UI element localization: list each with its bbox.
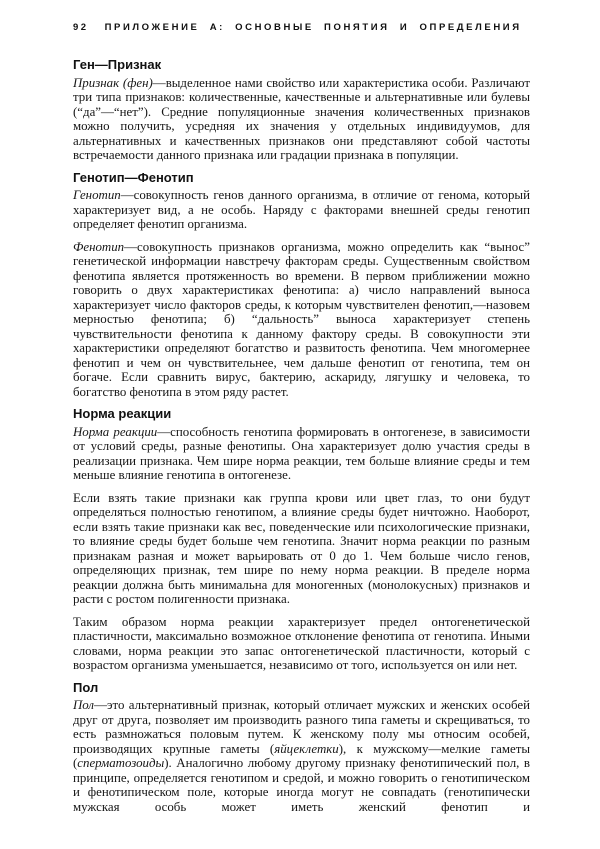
italic-term: Признак (фен)	[73, 75, 153, 90]
section	[73, 58, 530, 163]
italic-term: Пол	[73, 698, 95, 712]
italic-term: яйцеклетки	[274, 741, 339, 756]
text-run: —совокупность генов данного организма, в отличие от генома, который характеризует вид, а не особь. Наряду с факторами внешней среды генотип определяет фенотип организма.	[73, 188, 530, 231]
italic-term: сперматозоиды	[77, 756, 165, 770]
page-header-title: ПРИЛОЖЕНИЕ А: ОСНОВНЫЕ ПОНЯТИЯ И ОПРЕДЕЛЕНИЯ	[104, 22, 522, 33]
paragraph	[73, 425, 530, 483]
text-run: Если взять такие признаки как группа крови или цвет глаз, то они будут определяться полностью генотипом, а влияние среды будет ничтожно. Наоборот, если взять такие признаки как вес, поведенческие или психологические признаки, то влияние среды будет больше чем генотипа. Значит норма реакции по разным признакам разная и может варьировать от 0 до 1. Чем больше число генов, определяющих признак, тем шире по нему норма реакции. В пределе норма реакции должна быть минимальна для моногенных (монолокусных) признаков и расти с ростом полигенности признака.	[73, 490, 530, 606]
paragraph	[73, 240, 530, 400]
italic-term: Норма реакции	[73, 424, 158, 439]
section	[73, 407, 530, 673]
text-run: —выделенное нами свойство или характеристика особи. Различают три типа признаков: количественные, качественные и альтернативные или булевы (“да”—“нет”). Средние популяционные значения количественных признаков можно получить, усредняя их значения у отдельных индивидуумов, для альтернативных и качественных признаков они представляют собой частоты встречаемости данного признака или градации признака в популяции.	[73, 75, 530, 162]
section	[73, 681, 530, 815]
text-run: —совокупность признаков организма, можно определить как “вынос” генетической информации навстречу факторам среды. Существенным свойством фенотипа является протяженность во времени. В первом приближении можно говорить о двух характеристиках фенотипа: а) число направлений выноса характеризует число факторов среды, к которым чувствителен фенотип,—назовем мерностью фенотипа; б) “дальность” выноса характеризует степень чувствительности фенотипа к данному фактору среды. В совокупности эти характеристики определяют богатство и развитость фенотипа. Чем многомернее фенотип и чем он чувствительнее, чем дальше фенотип от генотипа, тем он богаче. Если сравнить вирус, бактерию, аскариду, лягушку и человека, то богатство фенотипа в этом ряду растет.	[73, 239, 530, 399]
page-number: 92	[73, 22, 89, 33]
italic-term: Фенотип	[73, 239, 125, 254]
section	[73, 171, 530, 400]
document-body	[73, 58, 530, 814]
text-run: —способность генотипа формировать в онтогенезе, в зависимости от условий среды, разные фенотипы. Она характеризует долю участия среды в реализации признака. Чем шире норма реакции, тем больше влияние среды и тем меньше влияние генотипа в онтогенезе.	[73, 424, 531, 482]
paragraph	[73, 188, 530, 232]
section-heading: Ген—Признак	[73, 57, 162, 72]
text-run: Таким образом норма реакции характеризует предел онтогенетической пластичности, максимально возможное отклонение фенотипа от генотипа. Иными словами, норма реакции это запас онтогенетической пластичности, который с возрастом организма уменьшается, независимо от того, используется он или нет.	[73, 614, 530, 672]
paragraph	[73, 76, 530, 163]
text-run: ), к мужскому—мелкие гаметы (	[73, 741, 530, 770]
paragraph	[73, 615, 530, 673]
section-heading: Норма реакции	[73, 406, 172, 421]
text-run: —это альтернативный признак, который отличает мужских и женских особей друг от друга, позволяет им производить разного типа гаметы и скрещиваться, то есть размножаться половым путем. К женскому полу мы относим особей, производящих крупные гаметы (	[73, 698, 530, 756]
section-heading: Генотип—Фенотип	[73, 169, 194, 185]
italic-term: Генотип	[73, 188, 121, 202]
paragraph	[73, 698, 530, 814]
paragraph	[73, 491, 530, 607]
section-heading: Пол	[73, 679, 99, 695]
page-header	[73, 22, 530, 34]
text-run: ). Аналогично любому другому признаку фенотипический пол, в принципе, определяется генотипом и средой, и можно говорить о генотипическом и фенотипическом поле, которые иногда могут не совпадать (генотипически мужская особь может иметь женский фенотип и	[73, 756, 530, 814]
